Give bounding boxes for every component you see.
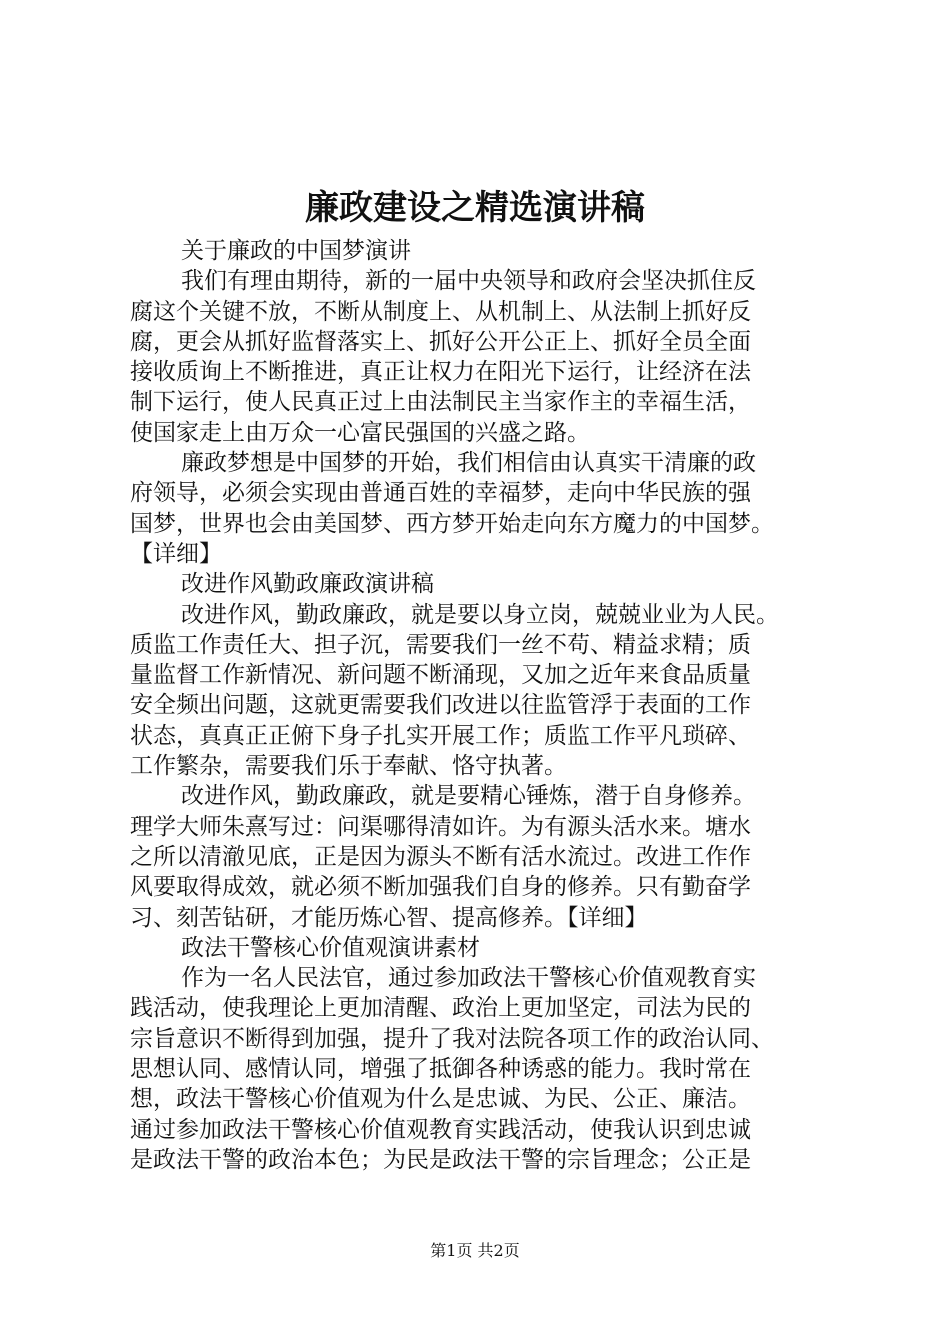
text-line: 状态，真真正正俯下身子扎实开展工作；质监工作平凡琐碎、 bbox=[130, 722, 751, 749]
text-line: 思想认同、感情认同，增强了抵御各种诱惑的能力。我时常在 bbox=[130, 1056, 751, 1083]
text-line: 制下运行，使人民真正过上由法制民主当家作主的幸福生活， bbox=[130, 389, 751, 416]
text-line: 改进作风，勤政廉政，就是要精心锤炼，潜于自身修养。 bbox=[181, 783, 756, 810]
document-title: 廉政建设之精选演讲稿 bbox=[305, 188, 645, 228]
text-line: 【详细】 bbox=[130, 540, 222, 567]
text-line: 我们有理由期待，新的一届中央领导和政府会坚决抓住反 bbox=[181, 268, 756, 295]
text-line: 腐，更会从抓好监督落实上、抓好公开公正上、抓好全员全面 bbox=[130, 328, 751, 355]
text-line: 理学大师朱熹写过：问渠哪得清如许。为有源头活水来。塘水 bbox=[130, 813, 751, 840]
text-line: 想，政法干警核心价值观为什么是忠诚、为民、公正、廉洁。 bbox=[130, 1086, 751, 1113]
text-line: 安全频出问题，这就更需要我们改进以往监管浮于表面的工作 bbox=[130, 692, 751, 719]
text-line: 改进作风，勤政廉政，就是要以身立岗，兢兢业业为人民。 bbox=[181, 601, 779, 628]
text-line: 践活动，使我理论上更加清醒、政治上更加坚定，司法为民的 bbox=[130, 995, 751, 1022]
text-line: 通过参加政法干警核心价值观教育实践活动，使我认识到忠诚 bbox=[130, 1116, 751, 1143]
text-line: 改进作风勤政廉政演讲稿 bbox=[181, 571, 434, 598]
text-line: 使国家走上由万众一心富民强国的兴盛之路。 bbox=[130, 419, 590, 446]
text-line: 政法干警核心价值观演讲素材 bbox=[181, 934, 480, 961]
text-line: 作为一名人民法官，通过参加政法干警核心价值观教育实 bbox=[181, 965, 756, 992]
text-line: 工作繁杂，需要我们乐于奉献、恪守执著。 bbox=[130, 753, 567, 780]
text-line: 宗旨意识不断得到加强，提升了我对法院各项工作的政治认同、 bbox=[130, 1025, 774, 1052]
text-line: 关于廉政的中国梦演讲 bbox=[181, 238, 411, 264]
text-line: 量监督工作新情况、新问题不断涌现，又加之近年来食品质量 bbox=[130, 662, 751, 689]
document-body bbox=[130, 236, 842, 1175]
page-footer: 第1页 共2页 bbox=[430, 1241, 520, 1260]
text-line: 之所以清澈见底，正是因为源头不断有活水流过。改进工作作 bbox=[130, 843, 751, 870]
text-line: 习、刻苦钻研，才能历炼心智、提高修养。【详细】 bbox=[130, 904, 648, 931]
text-line: 质监工作责任大、担子沉，需要我们一丝不苟、精益求精；质 bbox=[130, 631, 751, 658]
text-line: 府领导，必须会实现由普通百姓的幸福梦，走向中华民族的强 bbox=[130, 480, 751, 507]
text-line: 风要取得成效，就必须不断加强我们自身的修养。只有勤奋学 bbox=[130, 874, 751, 901]
text-line: 国梦，世界也会由美国梦、西方梦开始走向东方魔力的中国梦。 bbox=[130, 510, 774, 537]
text-line: 接收质询上不断推进，真正让权力在阳光下运行，让经济在法 bbox=[130, 359, 751, 386]
text-line: 腐这个关键不放，不断从制度上、从机制上、从法制上抓好反 bbox=[130, 298, 751, 325]
text-line: 是政法干警的政治本色；为民是政法干警的宗旨理念；公正是 bbox=[130, 1146, 751, 1173]
text-line: 廉政梦想是中国梦的开始，我们相信由认真实干清廉的政 bbox=[181, 450, 756, 477]
